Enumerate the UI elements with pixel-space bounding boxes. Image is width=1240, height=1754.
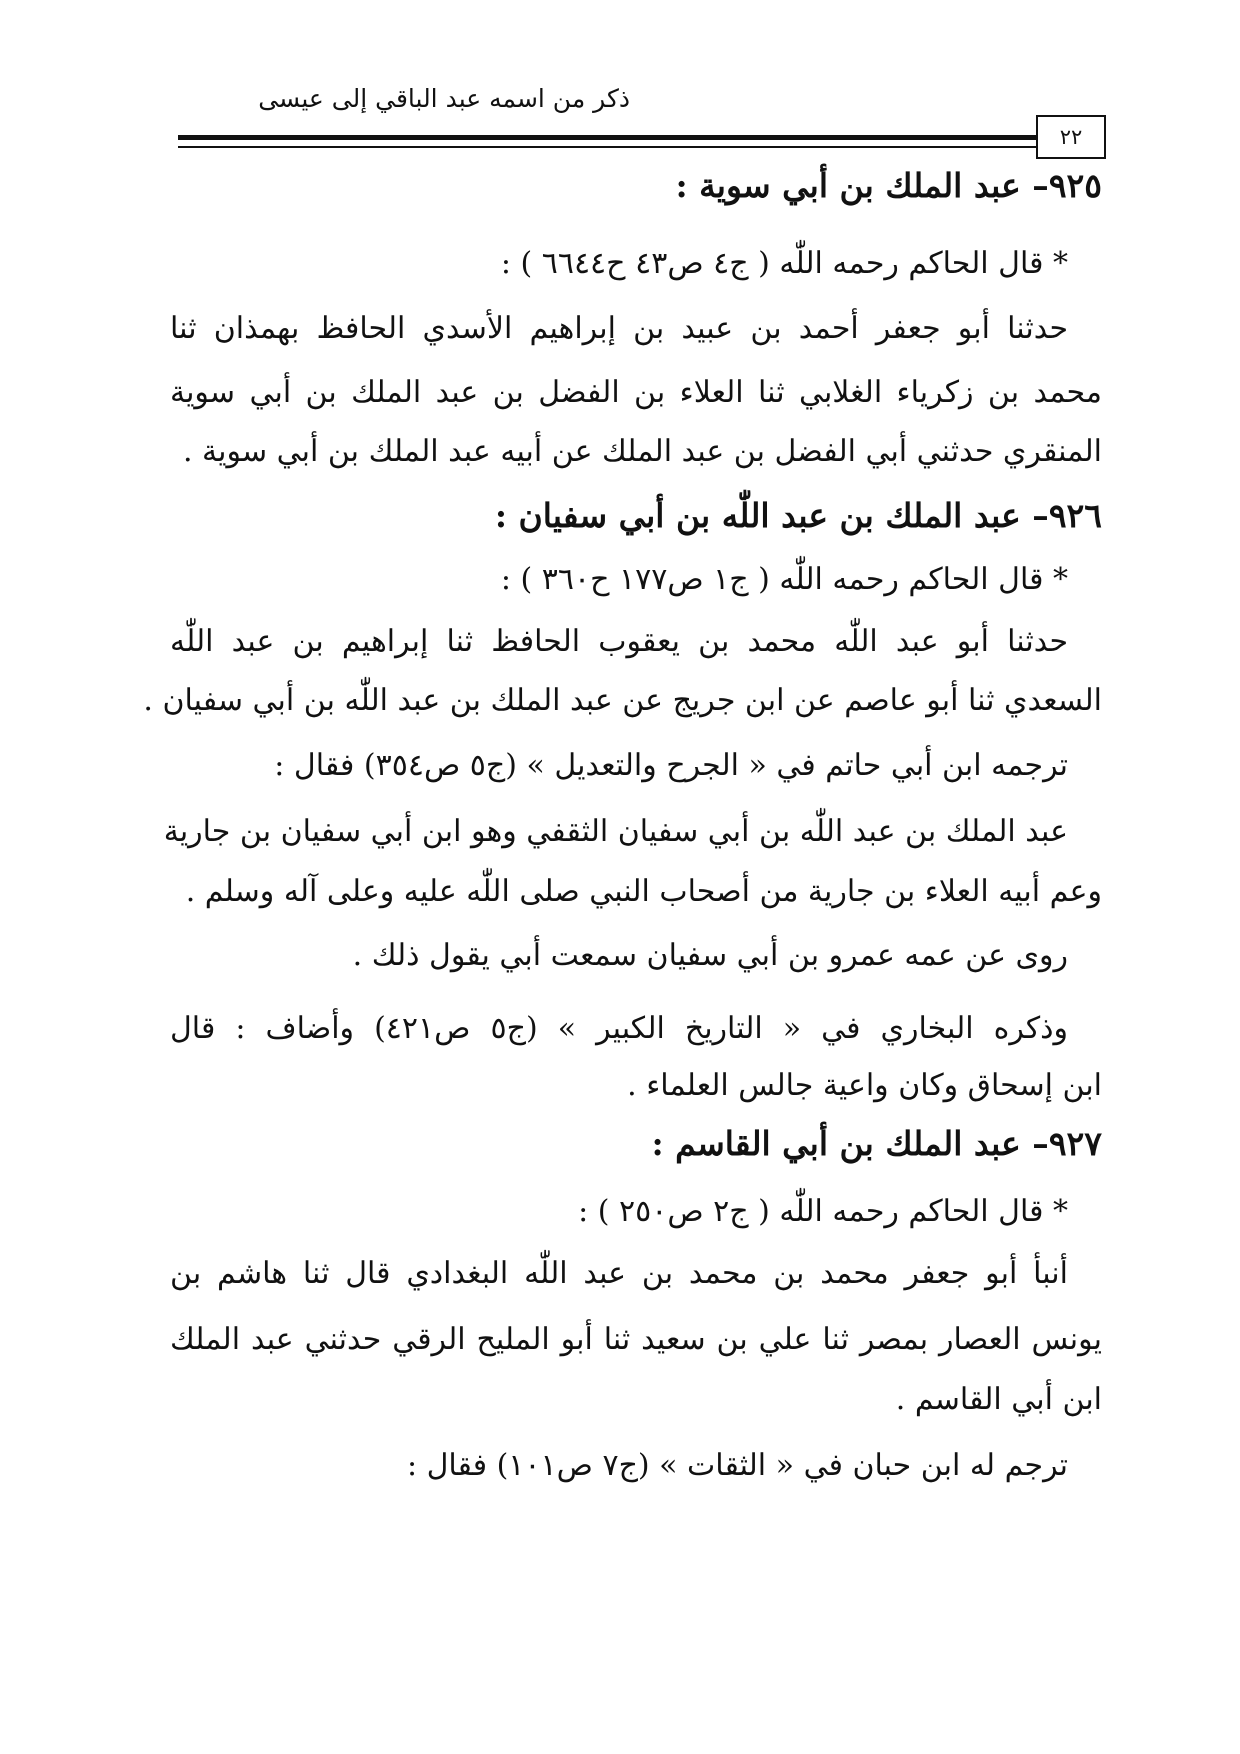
source-citation: * قال الحاكم رحمه اللّٰه ( ج٤ ص٤٣ ح٦٦٤٤ ) : bbox=[500, 246, 1068, 281]
text-line: روى عن عمه عمرو بن أبي سفيان سمعت أبي يقول ذلك . bbox=[352, 938, 1068, 973]
entry-heading-926: ٩٢٦– عبد الملك بن عبد اللّٰه بن أبي سفيان : bbox=[494, 496, 1102, 535]
source-citation: * قال الحاكم رحمه اللّٰه ( ج١ ص١٧٧ ح٣٦٠ ) : bbox=[500, 562, 1068, 597]
text-line: محمد بن زكرياء الغلابي ثنا العلاء بن الفضل بن عبد الملك بن أبي سوية bbox=[170, 375, 1102, 410]
header-rule-thin bbox=[178, 146, 1036, 148]
entry-heading-927: ٩٢٧– عبد الملك بن أبي القاسم : bbox=[651, 1124, 1102, 1163]
text-line: ابن إسحاق وكان واعية جالس العلماء . bbox=[627, 1068, 1102, 1103]
page-number: ٢٢ bbox=[1059, 125, 1083, 149]
header-rule-thick bbox=[178, 135, 1036, 140]
source-citation: * قال الحاكم رحمه اللّٰه ( ج٢ ص٢٥٠ ) : bbox=[578, 1194, 1068, 1229]
text-line: ابن أبي القاسم . bbox=[895, 1382, 1102, 1417]
page-number-box bbox=[1036, 115, 1106, 159]
text-line: عبد الملك بن عبد اللّٰه بن أبي سفيان الثقفي وهو ابن أبي سفيان بن جارية bbox=[163, 814, 1068, 849]
text-line: السعدي ثنا أبو عاصم عن ابن جريج عن عبد الملك بن عبد اللّٰه بن أبي سفيان . bbox=[143, 683, 1102, 718]
text-line: وذكره البخاري في « التاريخ الكبير » (ج٥ ص٤٢١) وأضاف : قال bbox=[170, 1011, 1069, 1046]
text-line: أنبأ أبو جعفر محمد بن محمد بن عبد اللّٰه البغدادي قال ثنا هاشم بن bbox=[170, 1256, 1068, 1291]
text-line: حدثنا أبو جعفر أحمد بن عبيد بن إبراهيم الأسدي الحافظ بهمذان ثنا bbox=[170, 311, 1068, 346]
running-header-title: ذكر من اسمه عبد الباقي إلى عيسى bbox=[258, 84, 630, 113]
text-line: المنقري حدثني أبي الفضل بن عبد الملك عن أبيه عبد الملك بن أبي سوية . bbox=[182, 434, 1102, 469]
text-line: حدثنا أبو عبد اللّٰه محمد بن يعقوب الحافظ ثنا إبراهيم بن عبد اللّٰه bbox=[170, 624, 1068, 659]
text-line: ترجم له ابن حبان في « الثقات » (ج٧ ص١٠١) فقال : bbox=[406, 1448, 1068, 1483]
text-line: يونس العصار بمصر ثنا علي بن سعيد ثنا أبو المليح الرقي حدثني عبد الملك bbox=[170, 1322, 1102, 1357]
text-line: ترجمه ابن أبي حاتم في « الجرح والتعديل » (ج٥ ص٣٥٤) فقال : bbox=[274, 748, 1068, 783]
entry-heading-925: ٩٢٥– عبد الملك بن أبي سوية : bbox=[675, 166, 1102, 205]
text-line: وعم أبيه العلاء بن جارية من أصحاب النبي صلى اللّٰه عليه وعلى آله وسلم . bbox=[185, 874, 1102, 909]
